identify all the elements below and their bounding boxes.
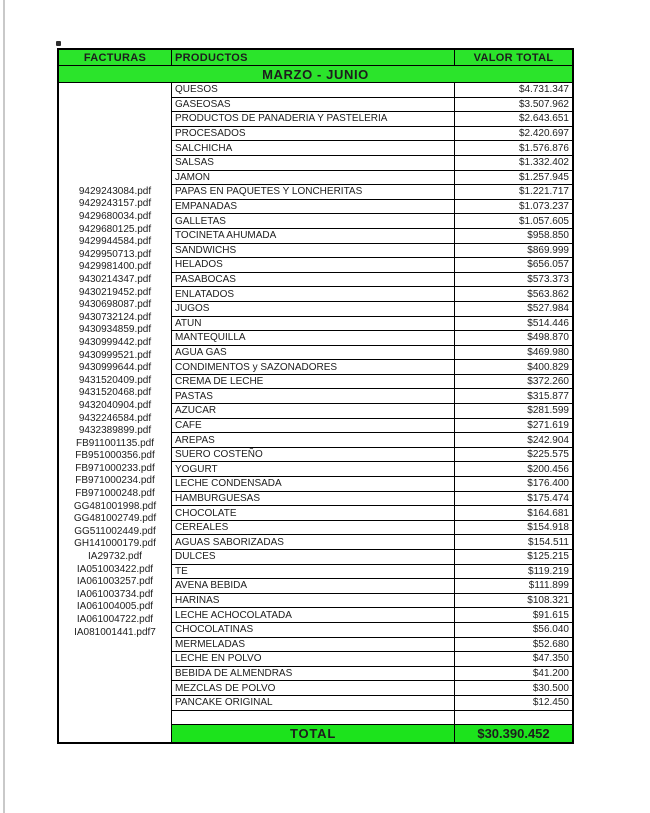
product-name-cell: AVENA BEBIDA	[172, 579, 455, 593]
total-row	[172, 725, 572, 742]
product-value-cell: $2.420.697	[518, 128, 569, 140]
table-row	[172, 185, 572, 200]
product-name-cell: SANDWICHS	[172, 244, 455, 258]
product-name-cell: SALCHICHA	[172, 141, 455, 155]
factura-file: 9430732124.pdf	[78, 311, 152, 323]
table-row	[172, 506, 572, 521]
table-row	[172, 317, 572, 332]
product-value-cell: $656.057	[527, 259, 569, 271]
table-row	[172, 331, 572, 346]
table-row	[172, 521, 572, 536]
product-name-cell: HAMBURGUESAS	[172, 492, 455, 506]
product-value-cell: $3.507.962	[518, 98, 569, 110]
factura-file: FB911001135.pdf	[75, 437, 154, 449]
empty-value-cell	[455, 711, 572, 725]
table-body	[59, 83, 572, 742]
table-row	[172, 681, 572, 696]
factura-file: IA29732.pdf	[88, 551, 142, 563]
product-name-cell: EMPANADAS	[172, 200, 455, 214]
product-name-cell: CAFE	[172, 419, 455, 433]
table-row	[172, 98, 572, 113]
product-value-cell: $164.681	[527, 507, 569, 519]
product-value-cell: $47.350	[532, 653, 569, 665]
product-value-cell: $119.219	[528, 565, 569, 577]
product-name-cell: JAMON	[172, 171, 455, 185]
products-column	[172, 83, 572, 742]
table-row	[172, 302, 572, 317]
product-name-cell: LECHE EN POLVO	[172, 652, 455, 666]
product-value-cell: $30.500	[532, 682, 569, 694]
product-value-cell: $1.576.876	[518, 142, 569, 154]
factura-file: GH141000179.pdf	[74, 538, 156, 550]
product-name-cell: PASABOCAS	[172, 273, 455, 287]
table-row	[172, 214, 572, 229]
total-value: $30.390.452	[477, 726, 550, 742]
table-row	[172, 404, 572, 419]
table-row	[172, 608, 572, 623]
factura-file: 9429944584.pdf	[78, 236, 152, 248]
product-value-cell: $869.999	[527, 244, 569, 256]
product-value-cell: $271.619	[527, 419, 569, 431]
factura-file: GG511002449.pdf	[74, 525, 156, 537]
product-name-cell: HARINAS	[172, 594, 455, 608]
table-row	[172, 273, 572, 288]
table-row	[172, 156, 572, 171]
factura-file: 9430999521.pdf	[78, 349, 152, 361]
product-value-cell: $41.200	[532, 668, 569, 680]
table-row	[172, 667, 572, 682]
product-name-cell: PRODUCTOS DE PANADERIA Y PASTELERIA	[172, 112, 455, 126]
table-row	[172, 565, 572, 580]
factura-file: 9432040904.pdf	[78, 399, 152, 411]
product-name-cell: CONDIMENTOS y SAZONADORES	[172, 360, 455, 374]
product-name-cell: ATUN	[172, 317, 455, 331]
product-name-cell: LECHE ACHOCOLATADA	[172, 608, 455, 622]
product-name-cell: AREPAS	[172, 433, 455, 447]
product-value-cell: $958.850	[527, 230, 569, 242]
table-row	[172, 200, 572, 215]
product-value-cell: $125.215	[527, 551, 569, 563]
table-row	[172, 462, 572, 477]
product-name-cell: SUERO COSTEÑO	[172, 448, 455, 462]
product-name-cell: BEBIDA DE ALMENDRAS	[172, 667, 455, 681]
factura-file: 9430999442.pdf	[78, 336, 152, 348]
product-value-cell: $1.332.402	[518, 157, 569, 169]
corner-mark	[56, 41, 61, 46]
product-name-cell: SALSAS	[172, 156, 455, 170]
product-value-cell: $242.904	[527, 434, 569, 446]
page-edge-line	[3, 0, 5, 813]
table-row	[172, 287, 572, 302]
product-value-cell: $1.073.237	[518, 201, 569, 213]
product-value-cell: $573.373	[527, 274, 569, 286]
product-value-cell: $200.456	[527, 463, 569, 475]
product-value-cell: $12.450	[532, 697, 569, 709]
product-value-cell: $315.877	[527, 390, 569, 402]
product-name-cell: PASTAS	[172, 389, 455, 403]
empty-name-cell	[172, 711, 455, 725]
factura-file: 9430219452.pdf	[78, 286, 152, 298]
table-row	[172, 433, 572, 448]
product-value-cell: $91.615	[532, 609, 569, 621]
product-name-cell: AGUAS SABORIZADAS	[172, 535, 455, 549]
factura-file: IA061004722.pdf	[76, 614, 154, 625]
product-value-cell: $514.446	[527, 317, 569, 329]
product-name-cell: GALLETAS	[172, 214, 455, 228]
factura-file: 9431520409.pdf	[78, 374, 152, 386]
product-name-cell: LECHE CONDENSADA	[172, 477, 455, 491]
table-row	[172, 229, 572, 244]
product-value-cell: $56.040	[532, 624, 569, 636]
table-row	[172, 448, 572, 463]
product-value-cell: $154.918	[527, 522, 569, 534]
product-name-cell: CHOCOLATE	[172, 506, 455, 520]
factura-file: 9432246584.pdf	[78, 412, 152, 424]
product-name-cell: QUESOS	[172, 83, 455, 97]
product-value-cell: $281.599	[527, 405, 569, 417]
product-name-cell: AZUCAR	[172, 404, 455, 418]
product-name-cell: PROCESADOS	[172, 127, 455, 141]
product-name-cell: CHOCOLATINAS	[172, 623, 455, 637]
invoice-table	[57, 48, 574, 744]
product-value-cell: $1.221.717	[518, 186, 569, 198]
product-name-cell: PANCAKE ORIGINAL	[172, 696, 455, 710]
factura-file: 9432389899.pdf	[78, 425, 152, 437]
product-value-cell: $225.575	[527, 449, 569, 461]
factura-file: GG481001998.pdf	[73, 500, 157, 512]
table-row	[172, 594, 572, 609]
product-name-cell: MANTEQUILLA	[172, 331, 455, 345]
table-row	[172, 389, 572, 404]
product-name-cell: HELADOS	[172, 258, 455, 272]
table-row	[172, 244, 572, 259]
product-value-cell: $4.731.347	[518, 84, 569, 96]
table-row	[172, 112, 572, 127]
factura-file: 9430999644.pdf	[78, 362, 152, 374]
header-productos: PRODUCTOS	[172, 50, 455, 65]
table-row	[172, 171, 572, 186]
table-row	[172, 419, 572, 434]
product-value-cell: $372.260	[527, 376, 569, 388]
factura-file: FB971000234.pdf	[75, 475, 155, 487]
product-name-cell: MEZCLAS DE POLVO	[172, 681, 455, 695]
facturas-column	[59, 83, 172, 742]
product-name-cell: MERMELADAS	[172, 638, 455, 652]
product-name-cell: PAPAS EN PAQUETES Y LONCHERITAS	[172, 185, 455, 199]
table-row	[172, 346, 572, 361]
product-name-cell: TE	[172, 565, 455, 579]
period-row: MARZO - JUNIO	[59, 66, 572, 83]
factura-file: 9431520468.pdf	[78, 387, 152, 399]
product-name-cell: GASEOSAS	[172, 98, 455, 112]
factura-file: 9430934859.pdf	[78, 324, 152, 336]
table-row	[172, 579, 572, 594]
facturas-list	[74, 186, 156, 639]
product-value-cell: $176.400	[527, 478, 569, 490]
factura-file: FB971000248.pdf	[75, 488, 155, 500]
product-value-cell: $563.862	[527, 288, 569, 300]
table-row	[172, 141, 572, 156]
product-value-cell: $1.257.945	[518, 171, 569, 183]
empty-row	[172, 711, 572, 726]
table-row	[172, 550, 572, 565]
header-facturas: FACTURAS	[59, 50, 172, 65]
product-value-cell: $111.899	[528, 580, 569, 592]
product-name-cell: TOCINETA AHUMADA	[172, 229, 455, 243]
product-name-cell: DULCES	[172, 550, 455, 564]
table-row	[172, 492, 572, 507]
product-name-cell: YOGURT	[172, 462, 455, 476]
product-value-cell: $498.870	[527, 332, 569, 344]
factura-file: IA061003257.pdf	[76, 576, 154, 588]
product-value-cell: $2.643.651	[518, 113, 569, 125]
factura-file: 9429680034.pdf	[78, 211, 152, 222]
table-row	[172, 638, 572, 653]
factura-file: 9429243084.pdf	[78, 185, 152, 197]
table-row	[172, 535, 572, 550]
factura-file: IA051003422.pdf	[76, 563, 154, 575]
product-value-cell: $175.474	[527, 492, 569, 504]
product-value-cell: $469.980	[527, 346, 569, 358]
product-name-cell: AGUA GAS	[172, 346, 455, 360]
product-value-cell: $52.680	[532, 638, 569, 650]
factura-file: FB971000233.pdf	[75, 462, 155, 474]
table-row	[172, 127, 572, 142]
table-row	[172, 623, 572, 638]
table-row	[172, 375, 572, 390]
factura-file: 9429981400.pdf	[78, 261, 152, 273]
product-value-cell: $527.984	[527, 303, 569, 315]
table-row	[172, 83, 572, 98]
table-row	[172, 696, 572, 711]
factura-file: 9429950713.pdf	[78, 248, 152, 260]
factura-file: 9429680125.pdf	[78, 223, 152, 235]
product-value-cell: $108.321	[527, 595, 569, 607]
table-row	[172, 360, 572, 375]
table-row	[172, 477, 572, 492]
factura-file: 9430214347.pdf	[78, 273, 152, 285]
product-name-cell: CEREALES	[172, 521, 455, 535]
factura-file: GG481002749.pdf	[73, 513, 157, 525]
table-row	[172, 652, 572, 667]
product-name-cell: JUGOS	[172, 302, 455, 316]
total-label: TOTAL	[172, 725, 455, 742]
table-header-row	[59, 50, 572, 66]
product-name-cell: ENLATADOS	[172, 287, 455, 301]
product-value-cell: $1.057.605	[518, 215, 569, 227]
factura-file: 9430698087.pdf	[78, 299, 152, 311]
factura-file: IA081001441.pdf7	[74, 626, 156, 638]
product-name-cell: CREMA DE LECHE	[172, 375, 455, 389]
factura-file: FB951000356.pdf	[75, 450, 155, 462]
factura-file: 9429243157.pdf	[78, 198, 152, 210]
factura-file: IA061003734.pdf	[76, 588, 154, 600]
product-value-cell: $400.829	[527, 361, 569, 373]
product-value-cell: $154.511	[528, 536, 569, 548]
table-row	[172, 258, 572, 273]
header-valor-total: VALOR TOTAL	[473, 51, 554, 64]
factura-file: IA061004005.pdf	[76, 601, 154, 613]
